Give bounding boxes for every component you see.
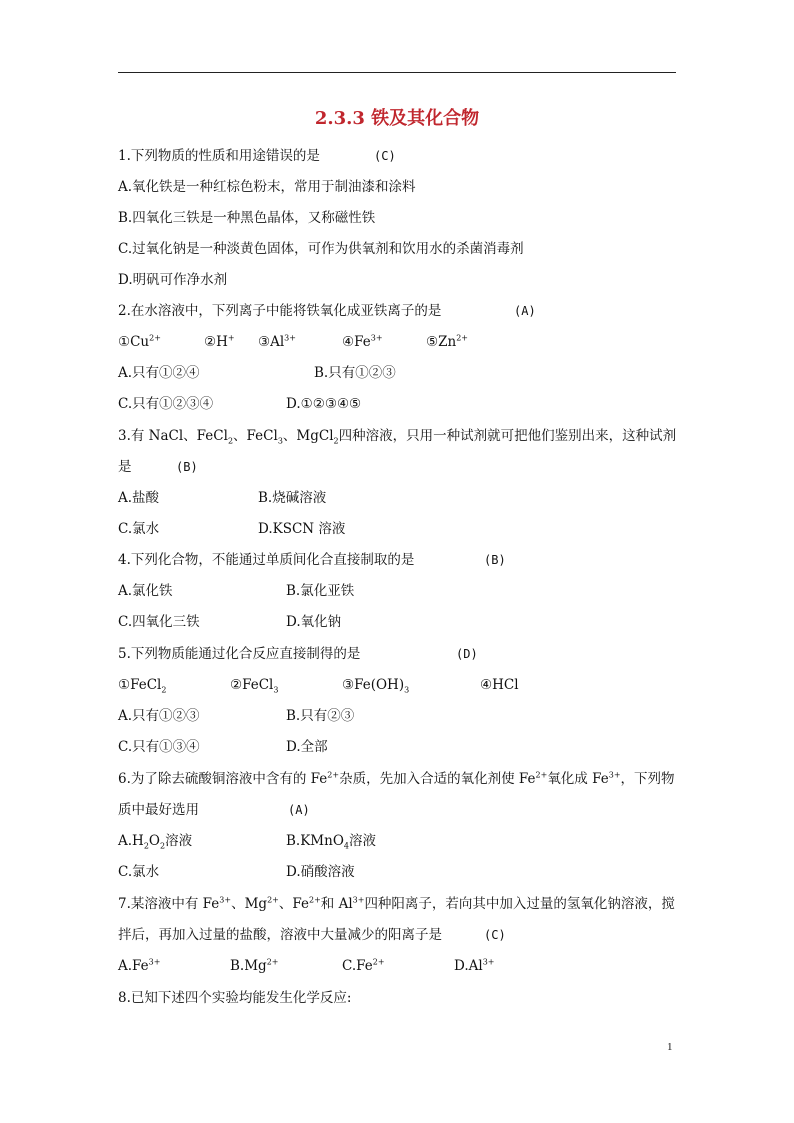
question-4-option-d: D.氧化钠 — [286, 614, 342, 630]
question-6-option-b: B.KMnO$_4$溶液 — [286, 833, 376, 851]
question-2-option-b: B.只有①②③ — [314, 365, 396, 381]
question-6-option-d: D.硝酸溶液 — [286, 864, 355, 880]
question-7-option-a: $A.Fe^{3+}$ — [118, 957, 161, 974]
question-7-option-d: $D.Al^{3+}$ — [454, 957, 495, 974]
question-4-stem: 4.下列化合物，不能通过单质间化合直接制取的是 (B) — [118, 552, 506, 568]
question-2-option-d: D.①②③④⑤ — [286, 396, 362, 412]
question-4-answer: (B) — [484, 553, 506, 567]
page-title: 2.3.3 铁及其化合物 — [314, 108, 480, 129]
question-7-stem-cont: 拌后，再加入过量的盐酸，溶液中大量减少的阳离子是 (C) — [118, 927, 506, 943]
substance-item: ④HCl — [480, 677, 519, 693]
question-3-option-a: A.盐酸 — [118, 490, 160, 506]
question-4-option-b: B.氯化亚铁 — [286, 583, 355, 599]
ion-item: $⑤Zn^{2+}$ — [426, 333, 468, 350]
question-3-option-b: B.烧碱溶液 — [258, 490, 327, 506]
header-rule — [118, 72, 676, 73]
substance-item: ①FeCl$_2$ — [118, 677, 167, 695]
substance-item: $③Fe(OH)_3$ — [342, 677, 410, 695]
question-6-option-a: $A.H_2O_2$溶液 — [118, 833, 193, 851]
question-7-stem: 7.某溶液中有 $Fe^{3+}$、$Mg^{2+}$、$Fe^{2+}$和 $Al^{3+}$四种阳离子，若向其中加入过量的氢氧化钠溶液，搅 — [118, 895, 675, 912]
question-4-option-c: C.四氧化三铁 — [118, 614, 200, 630]
question-3-stem-cont: 是 (B) — [118, 459, 198, 475]
question-1-option-a: A.氧化铁是一种红棕色粉末，常用于制油漆和涂料 — [118, 179, 416, 195]
question-5-option-a: A.只有①②③ — [118, 708, 200, 724]
ion-item: ②H+ — [204, 333, 235, 350]
question-6-stem: 6.为了除去硫酸铜溶液中含有的 $Fe^{2+}$杂质，先加入合适的氧化剂使 $Fe^{2+}$氧化成 $Fe^{3+}$，下列物 — [118, 770, 675, 787]
question-1-stem: 1.下列物质的性质和用途错误的是 (C) — [118, 148, 396, 164]
question-5-answer: (D) — [456, 647, 478, 661]
question-6-answer: (A) — [288, 803, 310, 817]
question-3-answer: (B) — [176, 460, 198, 474]
question-5-stem: 5.下列物质能通过化合反应直接制得的是 (D) — [118, 646, 478, 662]
question-2-option-a: A.只有①②④ — [118, 365, 200, 381]
question-1-option-d: D.明矾可作净水剂 — [118, 272, 228, 288]
question-5-option-c: C.只有①③④ — [118, 739, 200, 755]
question-1-option-b: B.四氧化三铁是一种黑色晶体，又称磁性铁 — [118, 210, 376, 226]
question-3-option-d: D.KSCN 溶液 — [258, 521, 346, 537]
question-1-option-c: C.过氧化钠是一种淡黄色固体，可作为供氧剂和饮用水的杀菌消毒剂 — [118, 241, 524, 257]
question-7-answer: (C) — [484, 928, 506, 942]
question-2-option-c: C.只有①②③④ — [118, 396, 214, 412]
question-7-option-c: $C.Fe^{2+}$ — [342, 957, 385, 974]
question-5-option-d: D.全部 — [286, 739, 328, 755]
question-2-answer: (A) — [514, 304, 536, 318]
ion-item: $①Cu^{2+}$ — [118, 333, 161, 350]
question-1-answer: (C) — [374, 149, 396, 163]
ion-item: $④Fe^{3+}$ — [342, 333, 383, 350]
question-6-option-c: C.氯水 — [118, 864, 160, 880]
substance-item: ②FeCl$_3$ — [230, 677, 279, 695]
page-number: 1 — [667, 1041, 673, 1053]
question-3-stem: 3.有 NaCl、FeCl$_2$、FeCl$_3$、MgCl$_2$四种溶液，只用一种试剂就可把他们鉴别出来，这种试剂 — [118, 428, 677, 446]
question-5-option-b: B.只有②③ — [286, 708, 355, 724]
question-7-option-b: $B.Mg^{2+}$ — [230, 957, 279, 974]
question-8-stem: 8.已知下述四个实验均能发生化学反应: — [118, 990, 352, 1006]
ion-item: $③Al^{3+}$ — [258, 333, 296, 350]
question-3-option-c: C.氯水 — [118, 521, 160, 537]
question-6-stem-cont: 质中最好选用 (A) — [118, 802, 310, 818]
question-2-stem: 2.在水溶液中，下列离子中能将铁氧化成亚铁离子的是 (A) — [118, 303, 536, 319]
question-4-option-a: A.氯化铁 — [118, 583, 173, 599]
